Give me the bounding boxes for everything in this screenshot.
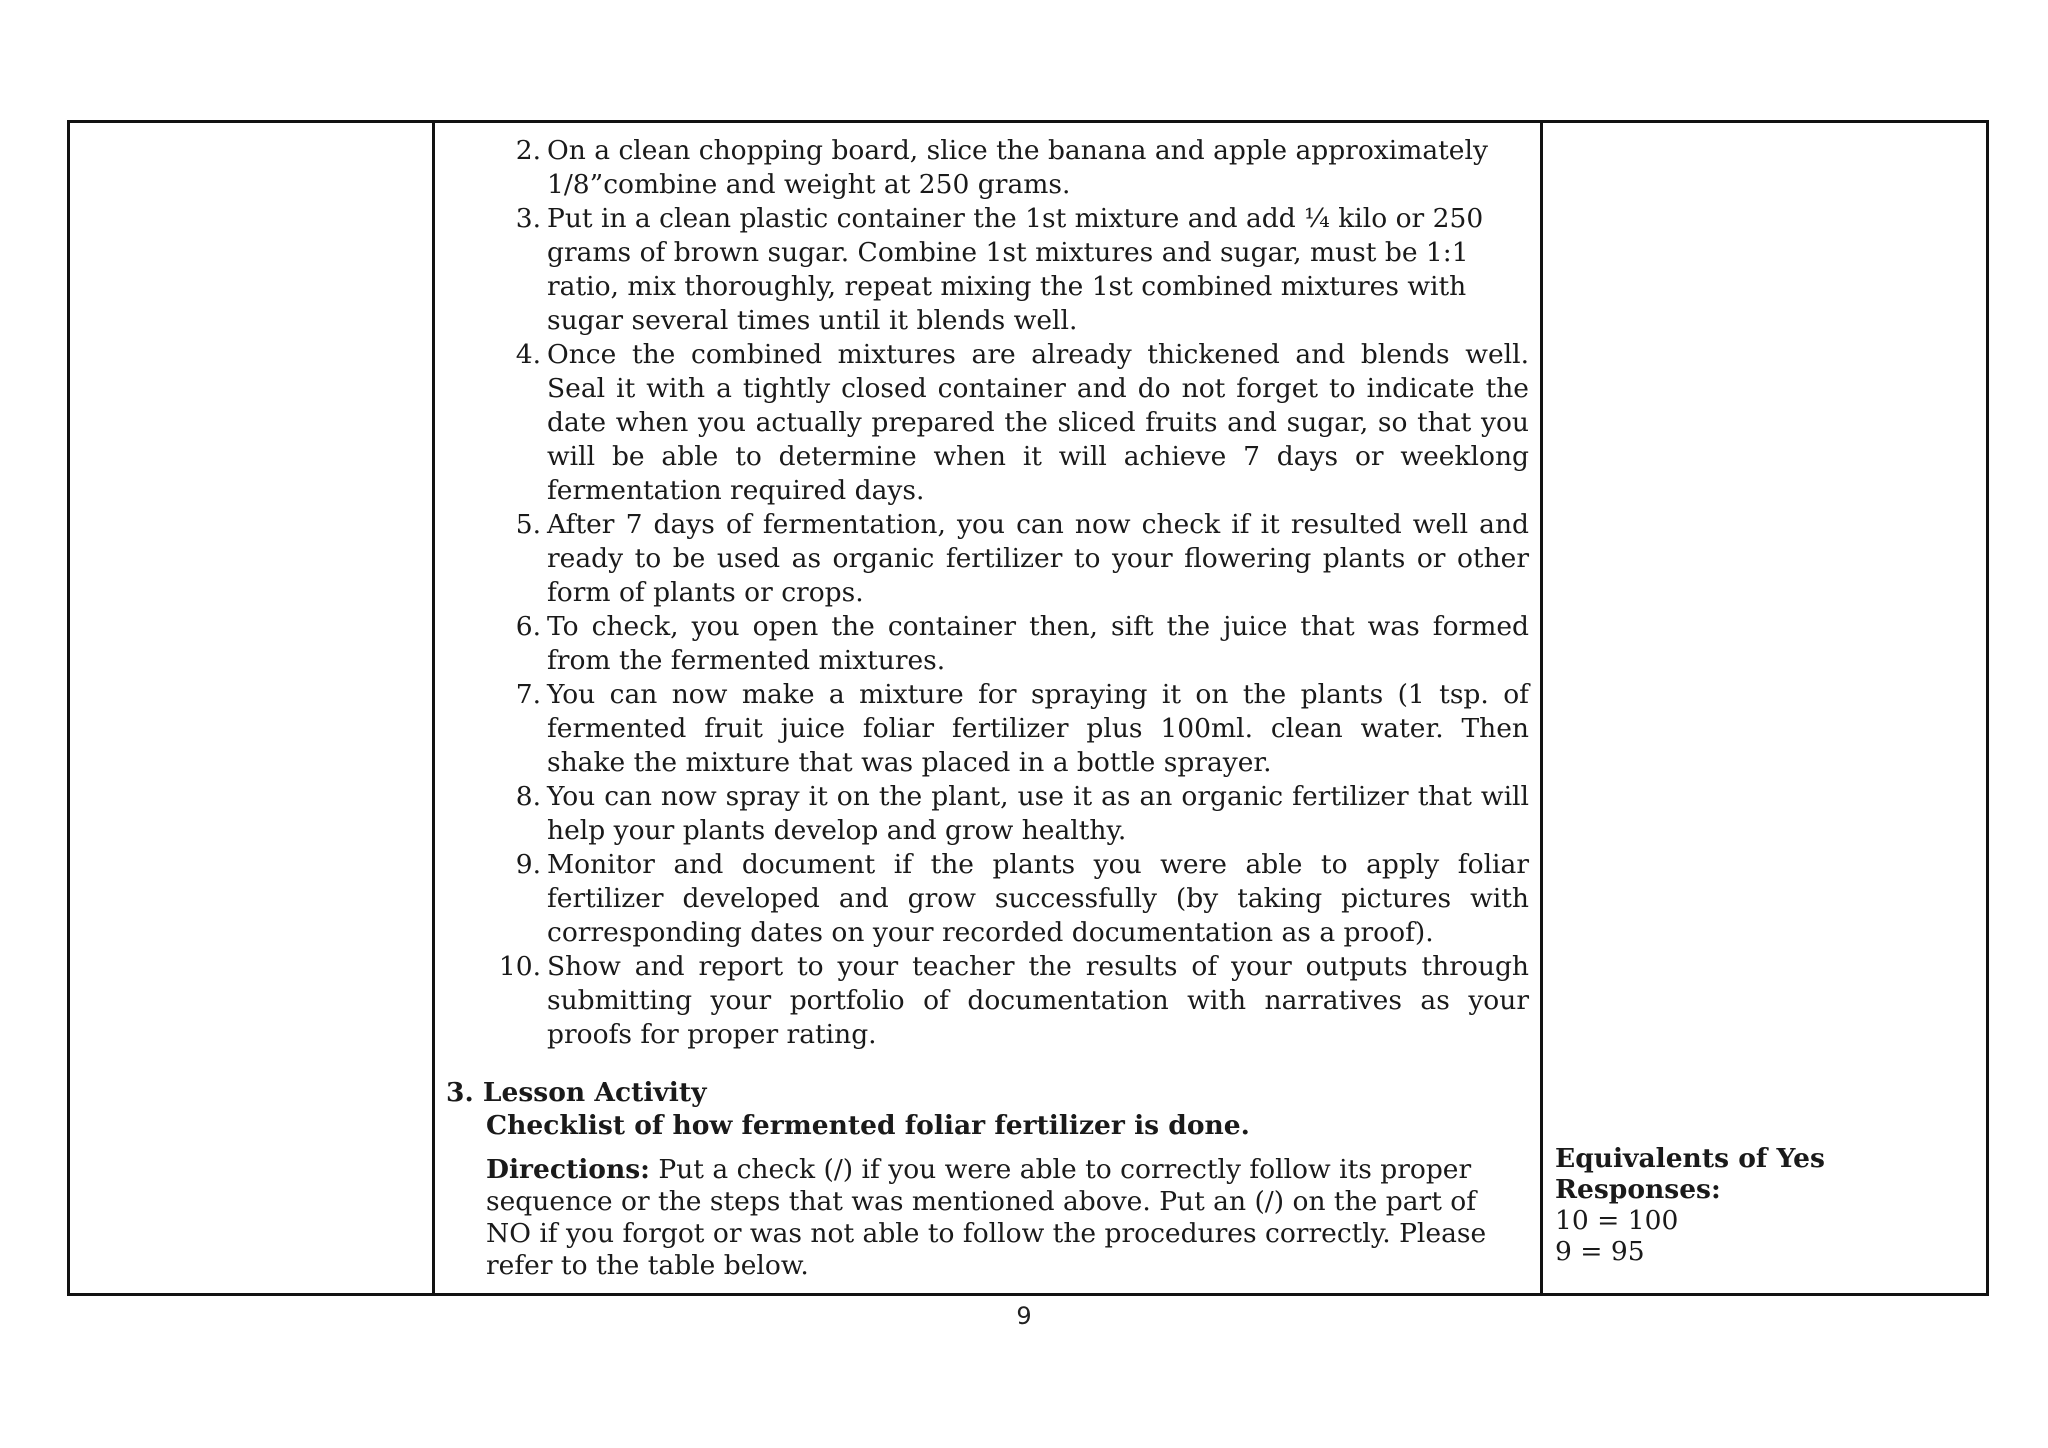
- list-item: 8. You can now spray it on the plant, use it as an organic fertilizer that will help your plants develop and grow healthy.: [515, 781, 1529, 846]
- directions-paragraph: [446, 1154, 1496, 1282]
- equivalent-row: 9 = 95: [1555, 1236, 1645, 1267]
- equivalent-row: 10 = 100: [1555, 1205, 1679, 1236]
- list-item: 5. After 7 days of fermentation, you can now check if it resulted well and ready to be used as organic fertilizer to your flowering plants or other form of plants or crops.: [515, 509, 1529, 608]
- middle-column-cell: [435, 123, 1543, 1293]
- checklist-subheading: Checklist of how fermented foliar fertilizer is done.: [486, 1110, 1250, 1141]
- step-text: Once the combined mixtures are already thickened and blends well. Seal it with a tightly closed container and do not forget to indicate the date when you actually prepared the sliced fruits and sugar, so that you will be able to determine when it will achieve 7 days or weeklong fermentation required days.: [547, 339, 1529, 506]
- procedure-steps-list: [498, 134, 1529, 1052]
- directions-text: Put a check (/) if you were able to correctly follow its proper sequence or the steps that was mentioned above. Put an (/) on the part of NO if you forgot or was not able to follow the procedures correctly. Please refer to the table below.: [486, 1154, 1487, 1281]
- step-text: After 7 days of fermentation, you can now check if it resulted well and ready to be used as organic fertilizer to your flowering plants or other form of plants or crops.: [547, 509, 1529, 608]
- page-number: 9: [1016, 1302, 1032, 1330]
- list-item: 10. Show and report to your teacher the results of your outputs through submitting your portfolio of documentation with narratives as your proofs for proper rating.: [498, 951, 1529, 1050]
- list-item: 7. You can now make a mixture for spraying it on the plants (1 tsp. of fermented fruit juice foliar fertilizer plus 100ml. clean water. Then shake the mixture that was placed in a bottle sprayer.: [515, 679, 1529, 778]
- step-text: You can now make a mixture for spraying it on the plants (1 tsp. of fermented fruit juice foliar fertilizer plus 100ml. clean water. Then shake the mixture that was placed in a bottle sprayer.: [547, 679, 1529, 778]
- step-text: To check, you open the container then, sift the juice that was formed from the fermented mixtures.: [547, 611, 1529, 676]
- equivalents-title-cont: Responses:: [1555, 1174, 1721, 1205]
- list-item: 6. To check, you open the container then, sift the juice that was formed from the fermented mixtures.: [515, 611, 1529, 676]
- right-column-cell: [1543, 123, 1986, 1293]
- lesson-activity-heading: 3. Lesson Activity: [446, 1077, 707, 1108]
- step-text: Monitor and document if the plants you were able to apply foliar fertilizer developed and grow successfully (by taking pictures with corresponding dates on your recorded documentation as a proof).: [547, 849, 1529, 948]
- equivalents-title: Equivalents of Yes: [1555, 1143, 1825, 1174]
- list-item: 4. Once the combined mixtures are already thickened and blends well. Seal it with a tightly closed container and do not forget to indicate the date when you actually prepared the sliced fruits and sugar, so that you will be able to determine when it will achieve 7 days or weeklong fermentation required days.: [515, 339, 1529, 506]
- list-item: 2. On a clean chopping board, slice the banana and apple approximately 1/8”combine and weight at 250 grams.: [515, 135, 1488, 200]
- step-text: Put in a clean plastic container the 1st mixture and add ¼ kilo or 250 grams of brown sugar. Combine 1st mixtures and sugar, must be 1:1 ratio, mix thoroughly, repeat mixing the 1st combined mixtures with sugar several times until it blends well.: [547, 203, 1484, 336]
- step-text: On a clean chopping board, slice the banana and apple approximately 1/8”combine and weight at 250 grams.: [547, 135, 1488, 200]
- lesson-activity-section: [446, 1076, 1526, 1282]
- step-text: Show and report to your teacher the results of your outputs through submitting your portfolio of documentation with narratives as your proofs for proper rating.: [547, 951, 1529, 1050]
- content-table: [67, 120, 1989, 1296]
- step-text: You can now spray it on the plant, use it as an organic fertilizer that will help your plants develop and grow healthy.: [547, 781, 1529, 846]
- equivalents-box: [1555, 1143, 1825, 1267]
- list-item: 3. Put in a clean plastic container the 1st mixture and add ¼ kilo or 250 grams of brown sugar. Combine 1st mixtures and sugar, must be 1:1 ratio, mix thoroughly, repeat mixing the 1st combined mixtures with sugar several times until it blends well.: [515, 203, 1484, 336]
- left-column-cell: [70, 123, 435, 1293]
- directions-label: Directions:: [486, 1154, 650, 1185]
- list-item: 9. Monitor and document if the plants you were able to apply foliar fertilizer developed and grow successfully (by taking pictures with corresponding dates on your recorded documentation as a proof).: [515, 849, 1529, 948]
